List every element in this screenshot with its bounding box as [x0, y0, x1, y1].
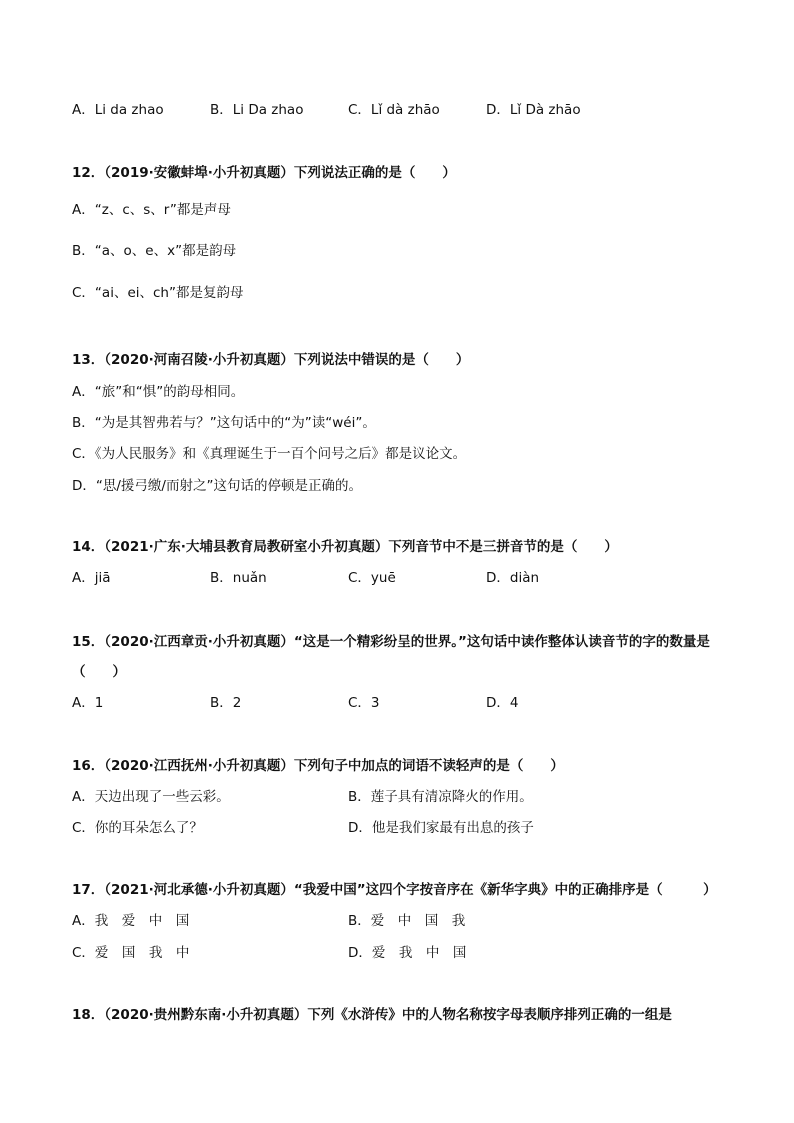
question-12-option-b: B．“a、o、e、x”都是韵母 [72, 243, 237, 259]
option-c: C．yuē [348, 570, 396, 586]
option-d: D．diàn [486, 570, 540, 586]
question-15-stem-cont: （ ） [72, 664, 126, 680]
question-13-stem: 13．（2020·河南召陵·小升初真题）下列说法中错误的是（ ） [72, 352, 470, 368]
question-15-options [72, 694, 624, 712]
question-11-options [72, 101, 624, 119]
question-12-option-c: C．“ai、ei、ch”都是复韵母 [72, 285, 244, 301]
option-d: D．爱 我 中 国 [348, 945, 467, 961]
question-17-options-cd [72, 944, 624, 962]
question-17-stem: 17．（2021·河北承德·小升初真题）“我爱中国”这四个字按音序在《新华字典》中的正确排序是（ ） [72, 882, 717, 898]
option-d: D．4 [486, 695, 519, 711]
option-b: B．爱 中 国 我 [348, 913, 466, 929]
question-12-option-a: A．“z、c、s、r”都是声母 [72, 202, 231, 218]
question-12-stem: 12．（2019·安徽蚌埠·小升初真题）下列说法正确的是（ ） [72, 165, 456, 181]
option-d: D．他是我们家最有出息的孩子 [348, 820, 534, 836]
option-a: A．jiā [72, 570, 111, 586]
option-c: C．你的耳朵怎么了？ [72, 820, 203, 836]
question-16-options-cd [72, 819, 624, 837]
question-14-options [72, 569, 624, 587]
option-a: A．Li da zhao [72, 102, 164, 118]
option-d: D．Lǐ Dà zhāo [486, 102, 581, 118]
option-b: B．Li Da zhao [210, 102, 304, 118]
question-13-option-c: C．《为人民服务》和《真理诞生于一百个问号之后》都是议论文。 [72, 446, 467, 462]
option-a: A．1 [72, 695, 104, 711]
question-14-stem: 14．（2021·广东·大埔县教育局教研室小升初真题）下列音节中不是三拼音节的是（ ） [72, 539, 618, 555]
option-a: A．我 爱 中 国 [72, 913, 190, 929]
question-13-option-d: D．“思/援弓缴/而射之”这句话的停顿是正确的。 [72, 478, 362, 494]
option-c: C．Lǐ dà zhāo [348, 102, 440, 118]
question-16-options-ab [72, 788, 624, 806]
option-b: B．nuǎn [210, 570, 267, 586]
question-18-stem: 18．（2020·贵州黔东南·小升初真题）下列《水浒传》中的人物名称按字母表顺序排列正确的一组是 [72, 1007, 672, 1023]
option-c: C．3 [348, 695, 380, 711]
question-13-option-b: B．“为是其智弗若与？”这句话中的“为”读“wéi”。 [72, 415, 376, 431]
question-16-stem: 16．（2020·江西抚州·小升初真题）下列句子中加点的词语不读轻声的是（ ） [72, 758, 564, 774]
question-17-options-ab [72, 912, 624, 930]
question-15-stem: 15．（2020·江西章贡·小升初真题）“这是一个精彩纷呈的世界。”这句话中读作整体认读音节的字的数量是 [72, 634, 710, 650]
option-b: B．莲子具有清凉降火的作用。 [348, 789, 533, 805]
option-a: A．天边出现了一些云彩。 [72, 789, 230, 805]
question-13-option-a: A．“旅”和“惧”的韵母相同。 [72, 384, 245, 400]
option-b: B．2 [210, 695, 242, 711]
option-c: C．爱 国 我 中 [72, 945, 190, 961]
